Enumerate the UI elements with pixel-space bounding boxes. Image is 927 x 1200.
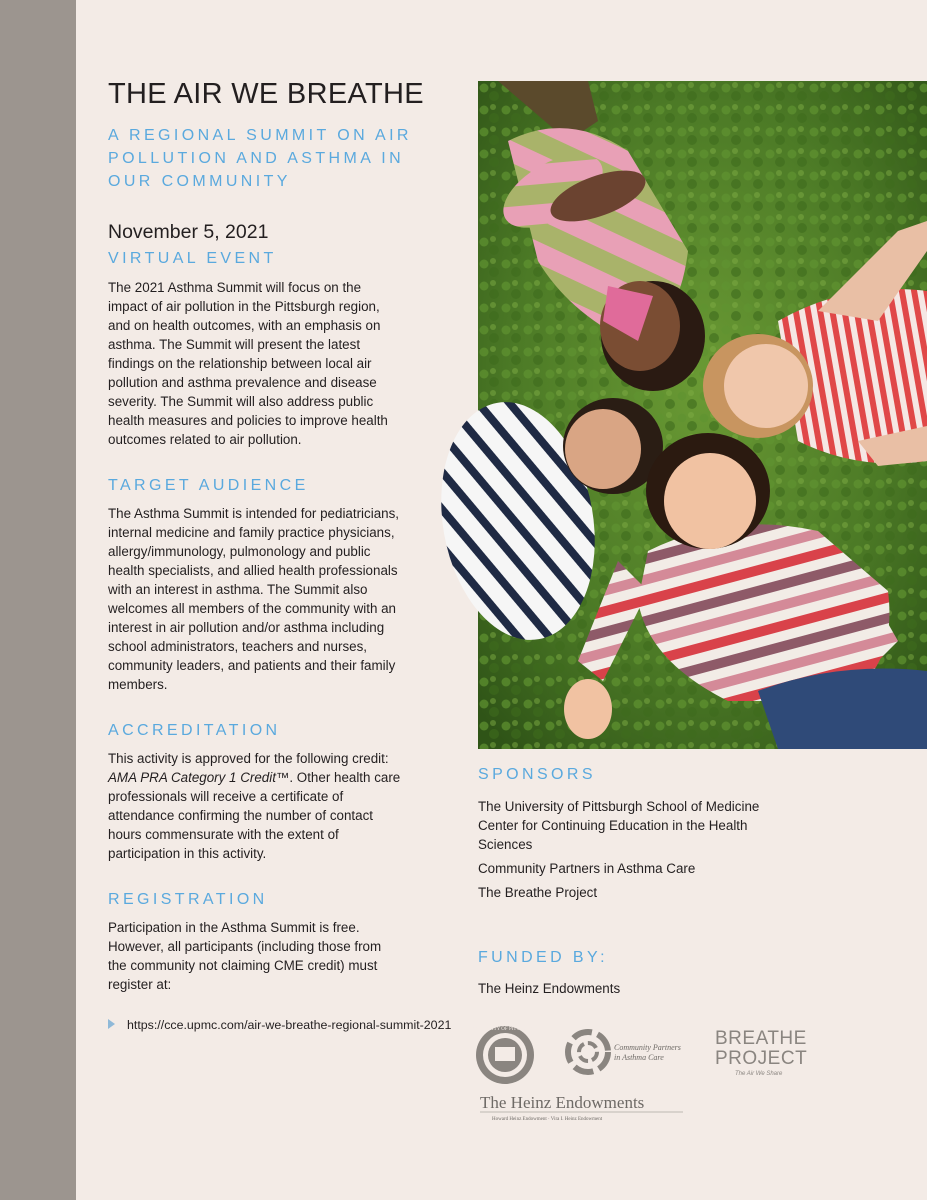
accreditation-line: attendance confirming the number of contact	[108, 808, 373, 823]
description-line: findings on the relationship between local air	[108, 356, 372, 371]
heinz-title: The Heinz Endowments	[480, 1093, 645, 1112]
accreditation-line: This activity is approved for the following credit:	[108, 751, 389, 766]
accreditation-heading: ACCREDITATION	[108, 722, 281, 739]
left-column	[108, 78, 453, 994]
accreditation-line: professionals will receive a certificate of	[108, 789, 344, 804]
right-column	[478, 766, 908, 998]
breathe-line2: PROJECT	[715, 1048, 808, 1069]
target-audience-heading: TARGET AUDIENCE	[108, 477, 309, 494]
registration-heading: REGISTRATION	[108, 891, 268, 908]
audience-line: The Asthma Summit is intended for pediatricians,	[108, 506, 400, 521]
audience-line: community leaders, and patients and their family	[108, 658, 396, 673]
cpac-line2: in Asthma Care	[614, 1053, 664, 1062]
registration-url[interactable]: https://cce.upmc.com/air-we-breathe-regional-summit-2021	[127, 1018, 452, 1032]
target-audience-text	[108, 504, 453, 694]
credit-name: AMA PRA Category 1 Credit™	[108, 770, 290, 785]
logo-strip	[470, 1022, 918, 1132]
heinz-endowments-logo	[480, 1093, 683, 1122]
description-line: severity. The Summit will also address public	[108, 394, 374, 409]
description-line: outcomes related to air pollution.	[108, 432, 302, 447]
arrow-right-icon	[108, 1019, 115, 1029]
registration-line: the community not claiming CME credit) must	[108, 958, 378, 973]
description-line: impact of air pollution in the Pittsburgh region,	[108, 299, 380, 314]
accreditation-line: hours commensurate with the extent of	[108, 827, 339, 842]
accreditation-credit-line	[108, 768, 453, 787]
registration-link-row[interactable]	[108, 1018, 451, 1032]
sponsor-line: Center for Continuing Education in the Health	[478, 818, 748, 833]
accreditation-line: participation in this activity.	[108, 846, 267, 861]
credit-suffix: . Other health care	[289, 770, 401, 785]
registration-line: However, all participants (including those from	[108, 939, 382, 954]
registration-line: register at:	[108, 977, 172, 992]
description-line: pollution and asthma prevalence and disease	[108, 375, 377, 390]
subtitle-line: A REGIONAL SUMMIT ON AIR	[108, 127, 412, 144]
photo-illustration	[478, 81, 927, 749]
audience-line: health specialists, and allied health professionals	[108, 563, 398, 578]
event-date: November 5, 2021	[108, 221, 269, 243]
breathe-tagline: The Air We Share	[735, 1071, 783, 1077]
description-line: and on health outcomes, with an emphasis on	[108, 318, 381, 333]
subtitle-line: OUR COMMUNITY	[108, 173, 291, 190]
page-title: THE AIR WE BREATHE	[108, 78, 424, 110]
cpac-logo	[568, 1032, 681, 1072]
registration-line: Participation in the Asthma Summit is free.	[108, 920, 360, 935]
sponsor-cpac: Community Partners in Asthma Care	[478, 861, 696, 876]
funder-name: The Heinz Endowments	[478, 981, 621, 996]
sponsor-line: The University of Pittsburgh School of Medicine	[478, 799, 760, 814]
description-line: health measures and policies to improve health	[108, 413, 388, 428]
pitt-seal-text: UNIVERSITY OF PITTSBURGH	[470, 1027, 540, 1032]
audience-line: internal medicine and family practice physicians,	[108, 525, 395, 540]
sponsors-heading: SPONSORS	[478, 766, 596, 783]
accreditation-text	[108, 749, 453, 863]
sponsor-logos	[470, 1022, 918, 1132]
event-format-heading: VIRTUAL EVENT	[108, 250, 277, 267]
subtitle-line: POLLUTION AND ASTHMA IN	[108, 150, 405, 167]
audience-line: interest in air pollution and/or asthma including	[108, 620, 385, 635]
audience-line: school administrators, teachers and nurses,	[108, 639, 368, 654]
funded-by-heading: FUNDED BY:	[478, 949, 609, 966]
cpac-line1: Community Partners	[614, 1043, 681, 1052]
sponsor-breathe: The Breathe Project	[478, 885, 598, 900]
breathe-line1: BREATHE	[715, 1028, 807, 1049]
page-subtitle	[108, 124, 453, 193]
children-on-grass-photo	[478, 81, 927, 749]
breathe-project-logo	[715, 1028, 807, 1077]
description-line: asthma. The Summit will present the latest	[108, 337, 361, 352]
audience-line: welcomes all members of the community with an	[108, 601, 397, 616]
registration-text	[108, 918, 453, 994]
decorative-side-bar	[0, 0, 76, 1200]
pitt-seal-logo	[470, 1026, 540, 1084]
audience-line: allergy/immunology, pulmonology and public	[108, 544, 371, 559]
event-description	[108, 278, 453, 449]
sponsor-line: Sciences	[478, 837, 533, 852]
heinz-sub: Howard Heinz Endowment · Vira I. Heinz Endowment	[492, 1117, 603, 1122]
description-line: The 2021 Asthma Summit will focus on the	[108, 280, 362, 295]
audience-line: with an interest in asthma. The Summit also	[108, 582, 368, 597]
sponsor-pitt	[478, 797, 908, 854]
audience-line: members.	[108, 677, 168, 692]
